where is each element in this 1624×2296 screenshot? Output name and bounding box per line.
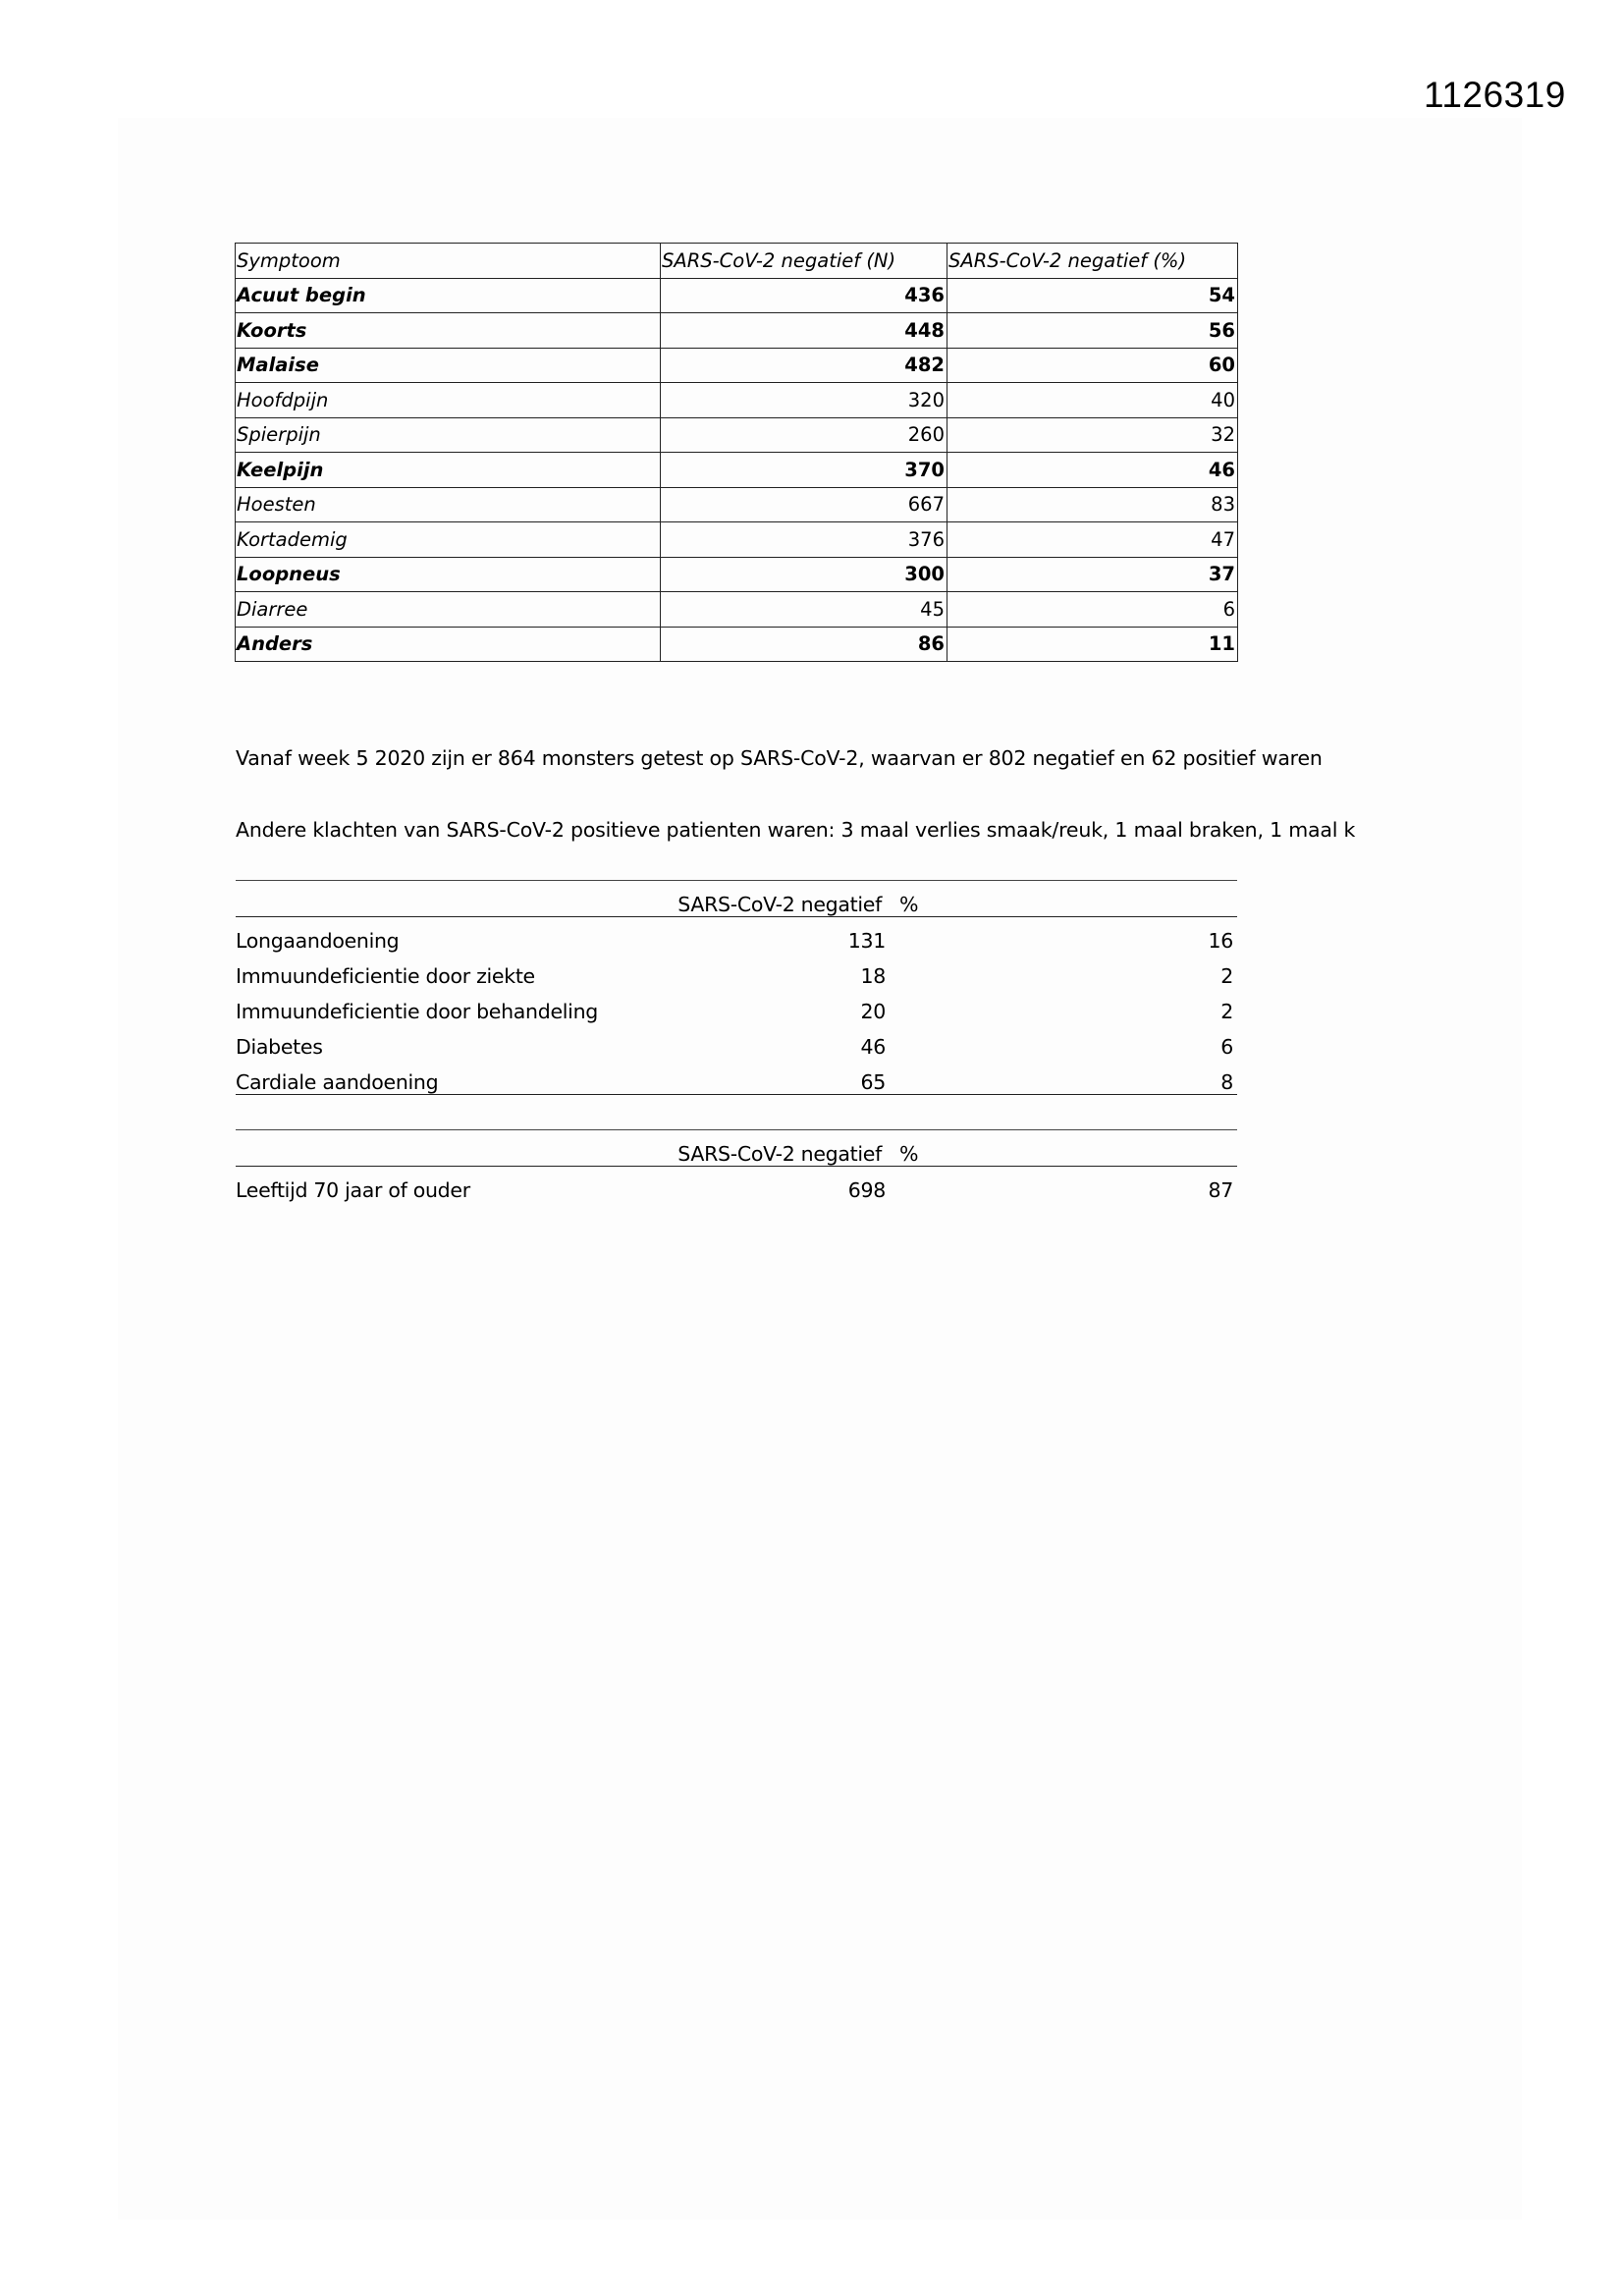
- condition-name: Longaandoening: [236, 929, 400, 953]
- symptom-n: 300: [661, 557, 947, 592]
- header-pct: %: [899, 893, 919, 916]
- header-negative: SARS-CoV-2 negatief: [677, 1142, 882, 1166]
- table-row: [236, 313, 1238, 349]
- condition-name: Diabetes: [236, 1035, 323, 1059]
- symptom-n: 376: [661, 522, 947, 558]
- symptom-n: 86: [661, 627, 947, 662]
- symptom-name: Hoofdpijn: [236, 383, 661, 418]
- table-row: [236, 627, 1238, 662]
- table-row: [236, 988, 1237, 1023]
- symptom-name: Kortademig: [236, 522, 661, 558]
- table-row: [236, 592, 1238, 628]
- table-row: [236, 417, 1238, 453]
- table-row: [236, 1023, 1237, 1059]
- document-number: 1126319: [1424, 75, 1566, 115]
- symptom-n: 482: [661, 348, 947, 383]
- condition-name: Immuundeficientie door behandeling: [236, 1000, 598, 1023]
- conditions-table: [236, 880, 1237, 1095]
- conditions-table-header: [236, 881, 1237, 917]
- condition-n: 65: [860, 1070, 886, 1094]
- condition-n: 18: [860, 964, 886, 988]
- symptom-name: Spierpijn: [236, 417, 661, 453]
- table-row: [236, 383, 1238, 418]
- condition-n: 131: [847, 929, 886, 953]
- symptom-n: 667: [661, 487, 947, 522]
- symptom-pct: 11: [947, 627, 1238, 662]
- symptom-n: 448: [661, 313, 947, 349]
- symptom-name: Hoesten: [236, 487, 661, 522]
- condition-name: Immuundeficientie door ziekte: [236, 964, 535, 988]
- tested-samples-paragraph: Vanaf week 5 2020 zijn er 864 monsters getest op SARS-CoV-2, waarvan er 802 negatief en 62 positief waren: [236, 746, 1323, 770]
- table-row: [236, 522, 1238, 558]
- condition-pct: 2: [1220, 1000, 1233, 1023]
- age-group-pct: 87: [1208, 1178, 1233, 1202]
- symptom-table: [235, 243, 1238, 662]
- symptom-pct: 83: [947, 487, 1238, 522]
- header-negative-n: SARS-CoV-2 negatief (N): [661, 244, 947, 279]
- symptom-table-header: [236, 244, 1238, 279]
- symptom-name: Keelpijn: [236, 453, 661, 488]
- symptom-name: Loopneus: [236, 557, 661, 592]
- condition-pct: 8: [1220, 1070, 1233, 1094]
- symptom-name: Acuut begin: [236, 278, 661, 313]
- age-group-n: 698: [847, 1178, 886, 1202]
- symptom-n: 320: [661, 383, 947, 418]
- table-row: [236, 557, 1238, 592]
- table-row: [236, 487, 1238, 522]
- header-blank: [236, 1130, 658, 1167]
- symptom-pct: 40: [947, 383, 1238, 418]
- symptom-n: 436: [661, 278, 947, 313]
- table-row: [236, 1167, 1237, 1203]
- symptom-name: Anders: [236, 627, 661, 662]
- symptom-pct: 46: [947, 453, 1238, 488]
- header-symptom: Symptoom: [236, 244, 661, 279]
- table-row: [236, 348, 1238, 383]
- age-group-name: Leeftijd 70 jaar of ouder: [236, 1178, 470, 1202]
- condition-pct: 2: [1220, 964, 1233, 988]
- table-row: [236, 953, 1237, 988]
- condition-name: Cardiale aandoening: [236, 1070, 439, 1094]
- table-row: [236, 453, 1238, 488]
- table-row: [236, 278, 1238, 313]
- symptom-pct: 47: [947, 522, 1238, 558]
- symptom-pct: 6: [947, 592, 1238, 628]
- symptom-n: 260: [661, 417, 947, 453]
- header-negative-pct: SARS-CoV-2 negatief (%): [947, 244, 1238, 279]
- symptom-pct: 32: [947, 417, 1238, 453]
- other-complaints-paragraph: Andere klachten van SARS-CoV-2 positieve patienten waren: 3 maal verlies smaak/reuk, 1 maal braken, 1 maal k: [236, 818, 1356, 842]
- age-table-header: [236, 1130, 1237, 1167]
- symptom-pct: 60: [947, 348, 1238, 383]
- symptom-pct: 54: [947, 278, 1238, 313]
- condition-n: 46: [860, 1035, 886, 1059]
- condition-pct: 16: [1208, 929, 1233, 953]
- condition-pct: 6: [1220, 1035, 1233, 1059]
- symptom-pct: 37: [947, 557, 1238, 592]
- symptom-pct: 56: [947, 313, 1238, 349]
- symptom-name: Koorts: [236, 313, 661, 349]
- header-pct: %: [899, 1142, 919, 1166]
- condition-n: 20: [860, 1000, 886, 1023]
- header-blank: [236, 881, 658, 917]
- symptom-n: 45: [661, 592, 947, 628]
- symptom-name: Malaise: [236, 348, 661, 383]
- table-row: [236, 1059, 1237, 1095]
- table-row: [236, 917, 1237, 954]
- header-negative: SARS-CoV-2 negatief: [677, 893, 882, 916]
- age-table: [236, 1129, 1237, 1202]
- symptom-name: Diarree: [236, 592, 661, 628]
- symptom-n: 370: [661, 453, 947, 488]
